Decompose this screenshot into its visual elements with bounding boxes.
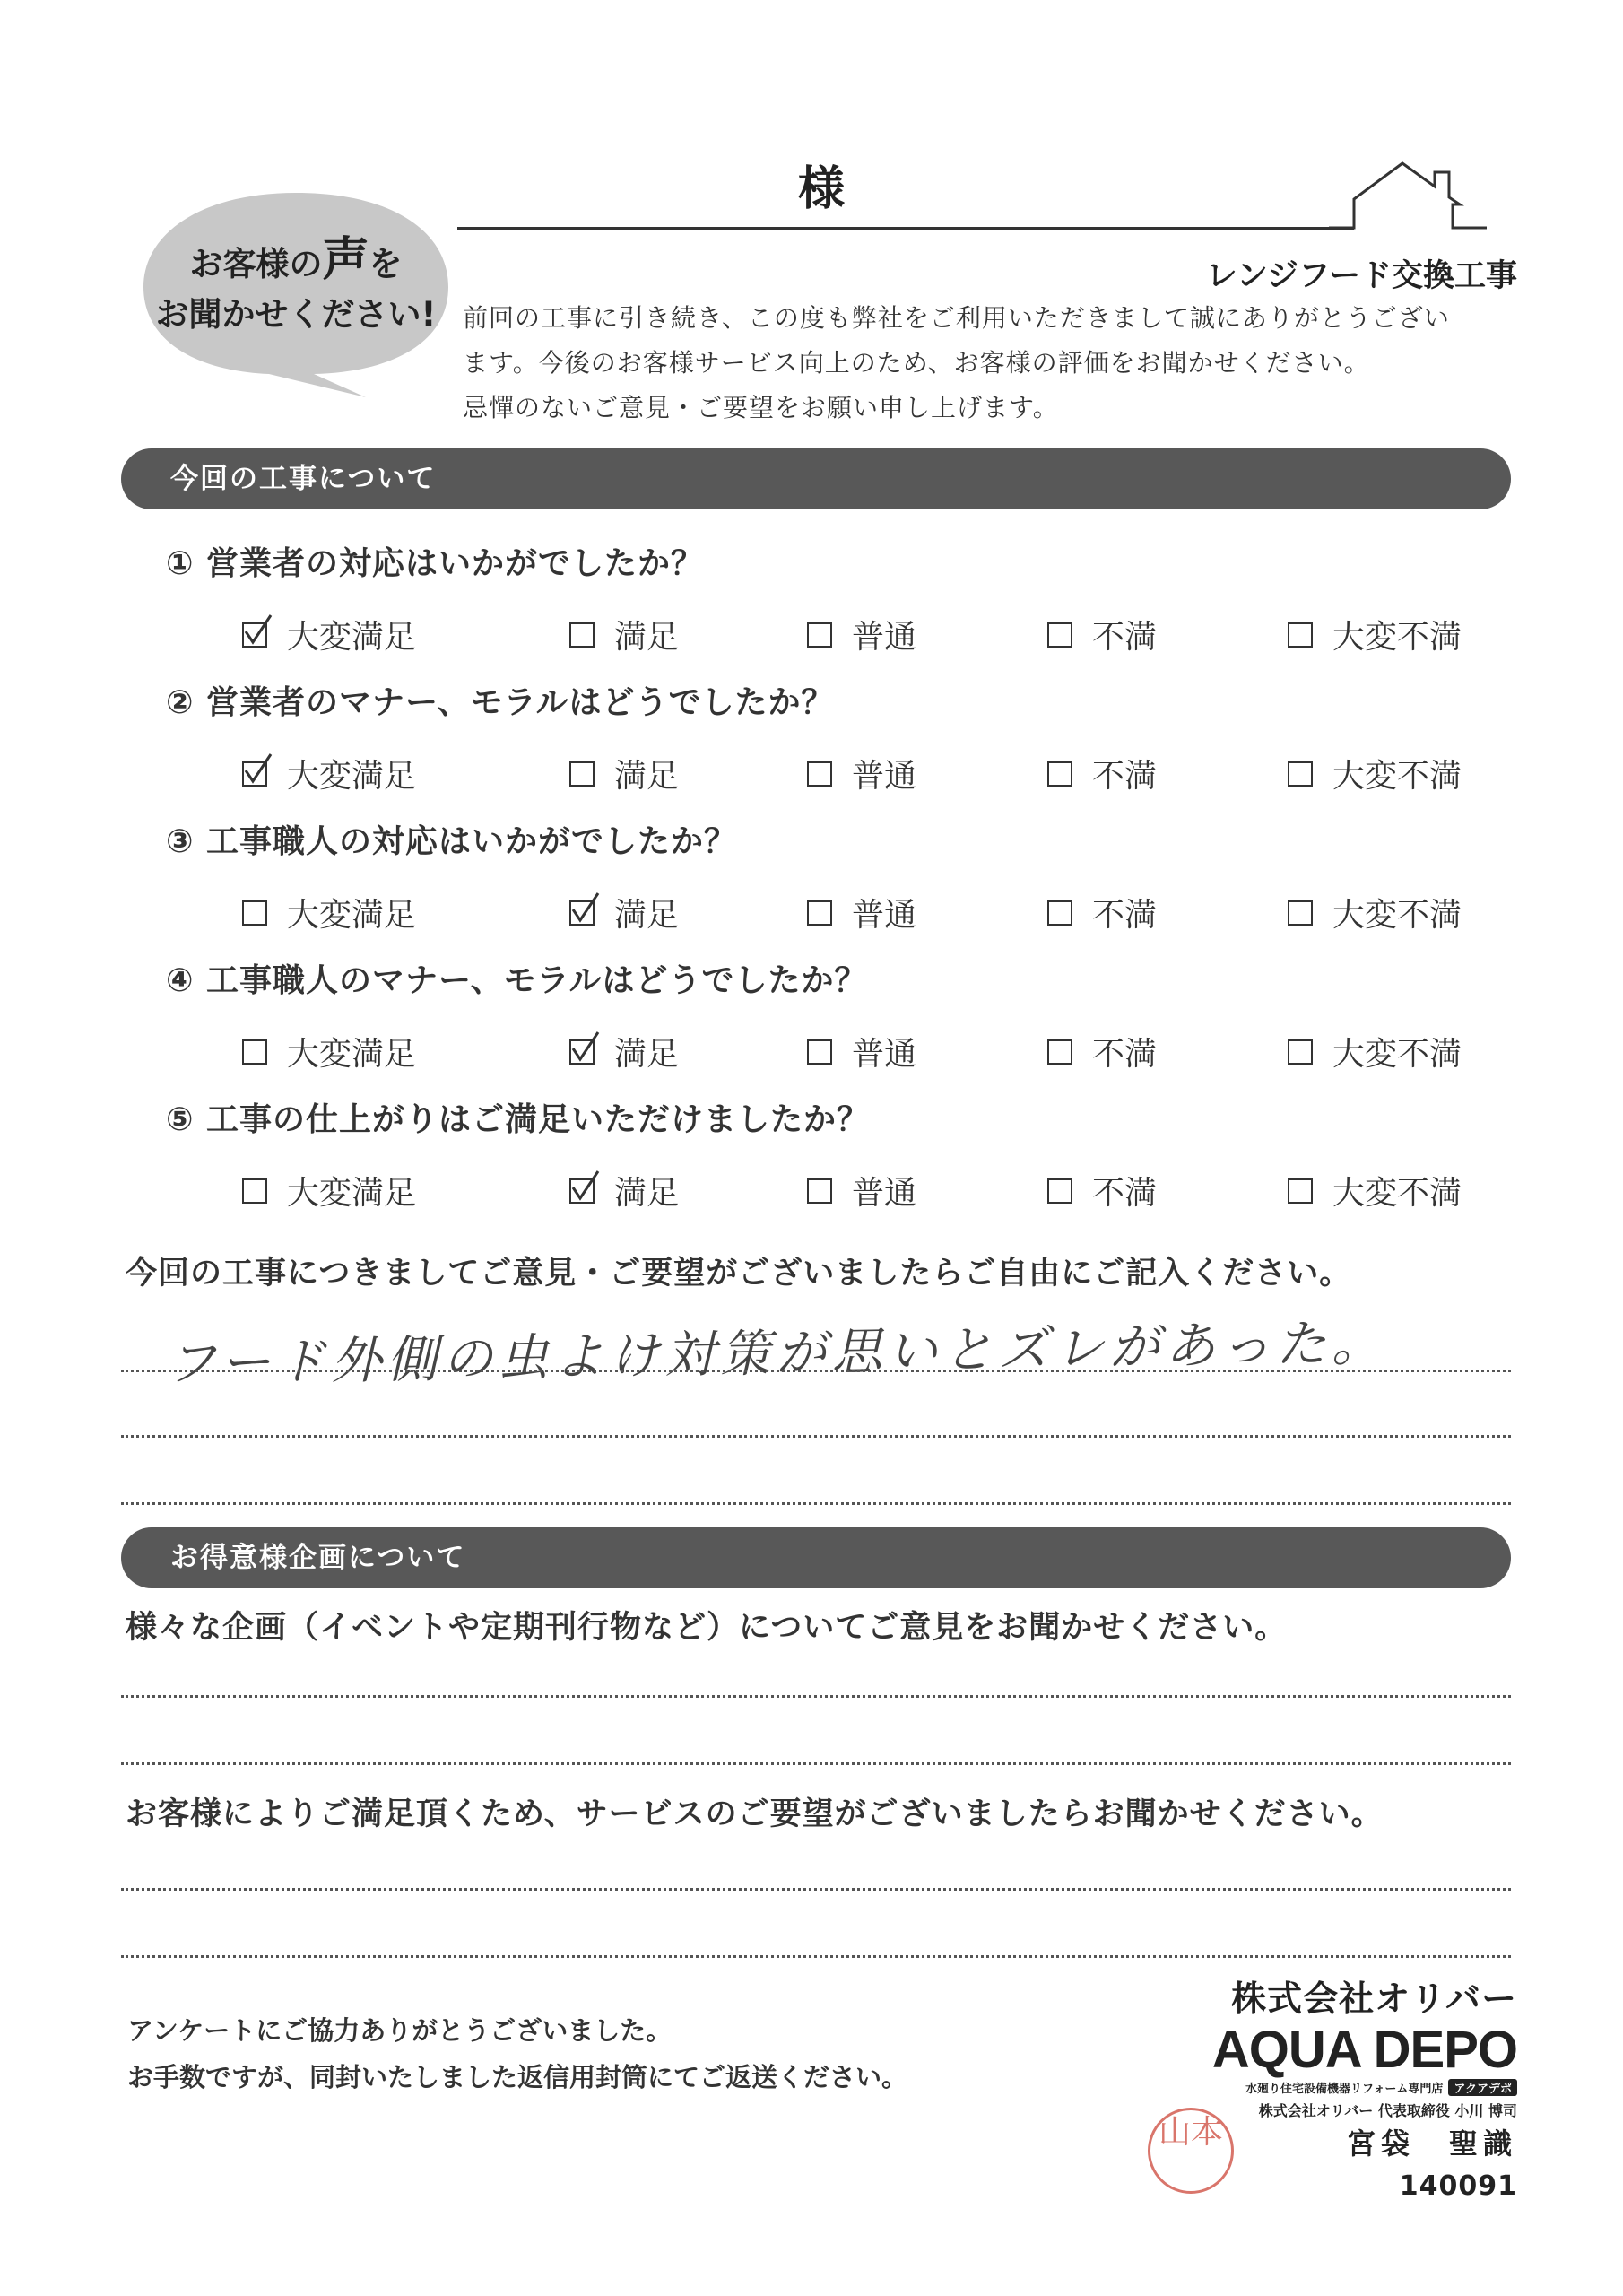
section-bar-current-work: 今回の工事について — [121, 448, 1511, 509]
question-text: ① 営業者の対応はいかがでしたか？ — [166, 545, 705, 582]
option-label: 不満 — [1092, 758, 1158, 795]
answer-option[interactable] — [242, 612, 416, 657]
answer-option[interactable] — [807, 1168, 916, 1213]
option-label: 大変満足 — [287, 1175, 417, 1212]
answer-option[interactable] — [242, 751, 416, 796]
answer-option[interactable] — [1047, 612, 1157, 657]
option-label: 大変満足 — [287, 1036, 417, 1073]
comment-line — [121, 1435, 1511, 1438]
answer-option[interactable] — [569, 751, 679, 796]
thanks-line: アンケートにご協力ありがとうございました。 — [127, 2015, 673, 2046]
checkbox[interactable] — [1047, 1039, 1072, 1065]
question-text: ⑤ 工事の仕上がりはご満足いただけましたか？ — [166, 1101, 871, 1138]
answer-option[interactable] — [1288, 612, 1462, 657]
section-bar-customer-plans: お得意様企画について — [121, 1527, 1511, 1588]
bubble-text-pre: お客様の — [189, 245, 323, 283]
question-text: ② 営業者のマナー、モラルはどうでしたか？ — [166, 684, 835, 721]
option-label: 普通 — [852, 1036, 917, 1073]
option-label: 大変不満 — [1332, 1175, 1462, 1212]
option-label: 満足 — [614, 1036, 680, 1073]
answer-option[interactable] — [1047, 1168, 1157, 1213]
service-prompt: お客様によりご満足頂くため、サービスのご要望がございましたらお聞かせください。 — [126, 1796, 1384, 1832]
tagline-badge: アクアデポ — [1448, 2079, 1517, 2096]
question-text: ④ 工事職人のマナー、モラルはどうでしたか？ — [166, 962, 868, 999]
answer-option[interactable] — [242, 890, 416, 935]
answer-options — [242, 890, 1515, 935]
checkbox[interactable] — [1288, 900, 1313, 926]
answer-option[interactable] — [807, 612, 916, 657]
work-type-title: レンジフード交換工事 — [1205, 258, 1517, 294]
option-label: 大変不満 — [1332, 1036, 1462, 1073]
checkbox[interactable] — [807, 1039, 832, 1065]
thanks-text — [127, 2007, 907, 2100]
answer-option[interactable] — [242, 1168, 416, 1213]
option-label: 大変満足 — [287, 897, 417, 934]
option-label: 大変満足 — [287, 619, 417, 656]
plans-line — [121, 1762, 1511, 1765]
house-icon — [1327, 152, 1488, 233]
service-line — [121, 1888, 1511, 1891]
answer-option[interactable] — [807, 751, 916, 796]
answer-option[interactable] — [569, 1168, 679, 1213]
answer-option[interactable] — [569, 1029, 679, 1074]
comment-line — [121, 1370, 1511, 1372]
checkbox[interactable] — [807, 900, 832, 926]
bubble-text-voice: 声 — [322, 233, 369, 287]
checkbox[interactable] — [242, 900, 267, 926]
bubble-text-line2: お聞かせください! — [155, 295, 437, 334]
intro-text — [463, 296, 1512, 430]
option-label: 満足 — [614, 758, 680, 795]
option-label: 満足 — [614, 897, 680, 934]
checkbox[interactable] — [1288, 1178, 1313, 1204]
brand-logo: AQUA DEPO — [1211, 2021, 1517, 2079]
representative: 株式会社オリバー 代表取締役 小川 博司 — [1258, 2102, 1517, 2119]
personal-seal-stamp: 山本 — [1148, 2108, 1234, 2194]
option-label: 不満 — [1092, 1036, 1158, 1073]
option-label: 大変満足 — [287, 758, 417, 795]
option-label: 大変不満 — [1332, 758, 1462, 795]
option-label: 満足 — [614, 1175, 680, 1212]
answer-option[interactable] — [807, 1029, 916, 1074]
option-label: 普通 — [852, 1175, 917, 1212]
comment-prompt: 今回の工事につきましてご意見・ご要望がございましたらご自由にご記入ください。 — [126, 1256, 1352, 1292]
answer-option[interactable] — [1047, 751, 1157, 796]
answer-option[interactable] — [1047, 890, 1157, 935]
option-label: 不満 — [1092, 1175, 1158, 1212]
service-line — [121, 1955, 1511, 1958]
answer-option[interactable] — [1047, 1029, 1157, 1074]
answer-options — [242, 1029, 1515, 1074]
checkbox[interactable] — [1047, 761, 1072, 787]
checked-checkbox[interactable] — [242, 622, 267, 648]
checkbox[interactable] — [807, 761, 832, 787]
answer-option[interactable] — [1288, 751, 1462, 796]
checked-checkbox[interactable] — [242, 761, 267, 787]
honorific: 様 — [798, 162, 846, 216]
answer-option[interactable] — [1288, 1168, 1462, 1213]
checkbox[interactable] — [569, 622, 595, 648]
bubble-text-post: を — [369, 245, 403, 283]
option-label: 大変不満 — [1332, 897, 1462, 934]
comment-line — [121, 1502, 1511, 1505]
tagline-text: 水廻り住宅設備機器リフォーム専門店 — [1245, 2083, 1444, 2096]
plans-line — [121, 1695, 1511, 1698]
answer-option[interactable] — [1288, 1029, 1462, 1074]
checked-checkbox[interactable] — [569, 1039, 595, 1065]
option-label: 普通 — [852, 897, 917, 934]
brand-tagline — [1015, 2079, 1517, 2096]
answer-option[interactable] — [807, 890, 916, 935]
thanks-line: お手数ですが、同封いたしました返信用封筒にてご返送ください。 — [127, 2062, 908, 2092]
answer-option[interactable] — [242, 1029, 416, 1074]
handwritten-comment[interactable]: フード外側の虫よけ対策が思いとズレがあった。 — [165, 1314, 1388, 1394]
intro-line: 忌憚のないご意見・ご要望をお願い申し上げます。 — [463, 393, 1059, 422]
checkbox[interactable] — [242, 1039, 267, 1065]
option-label: 普通 — [852, 619, 917, 656]
checkbox[interactable] — [1288, 761, 1313, 787]
company-name: 株式会社オリバー — [1231, 1979, 1517, 2020]
option-label: 不満 — [1092, 619, 1158, 656]
checkbox[interactable] — [1047, 900, 1072, 926]
checkbox[interactable] — [242, 1178, 267, 1204]
checkbox[interactable] — [569, 761, 595, 787]
bubble-text — [152, 235, 439, 340]
checkbox[interactable] — [1288, 1039, 1313, 1065]
checkbox[interactable] — [1288, 622, 1313, 648]
answer-option[interactable] — [569, 612, 679, 657]
answer-options — [242, 612, 1515, 657]
option-label: 普通 — [852, 758, 917, 795]
checkbox[interactable] — [807, 622, 832, 648]
checkbox[interactable] — [807, 1178, 832, 1204]
option-label: 不満 — [1092, 897, 1158, 934]
checked-checkbox[interactable] — [569, 1178, 595, 1204]
intro-line: 前回の工事に引き続き、この度も弊社をご利用いただきまして誠にありがとうござい — [463, 303, 1450, 333]
checkbox[interactable] — [1047, 1178, 1072, 1204]
answer-options — [242, 751, 1515, 796]
option-label: 大変不満 — [1332, 619, 1462, 656]
company-block — [1015, 1971, 1517, 2120]
intro-line: ます。今後のお客様サービス向上のため、お客様の評価をお聞かせください。 — [463, 348, 1370, 378]
answer-options — [242, 1168, 1515, 1213]
checkbox[interactable] — [1047, 622, 1072, 648]
checked-checkbox[interactable] — [569, 900, 595, 926]
question-text: ③ 工事職人の対応はいかがでしたか？ — [166, 823, 738, 860]
option-label: 満足 — [614, 619, 680, 656]
plans-prompt: 様々な企画（イベントや定期刊行物など）についてご意見をお聞かせください。 — [126, 1610, 1288, 1646]
customer-name-underline — [457, 227, 1354, 230]
answer-option[interactable] — [569, 890, 679, 935]
answer-option[interactable] — [1288, 890, 1462, 935]
staff-name: 宮袋 聖識 — [1346, 2126, 1517, 2161]
form-code: 140091 — [1399, 2170, 1517, 2202]
